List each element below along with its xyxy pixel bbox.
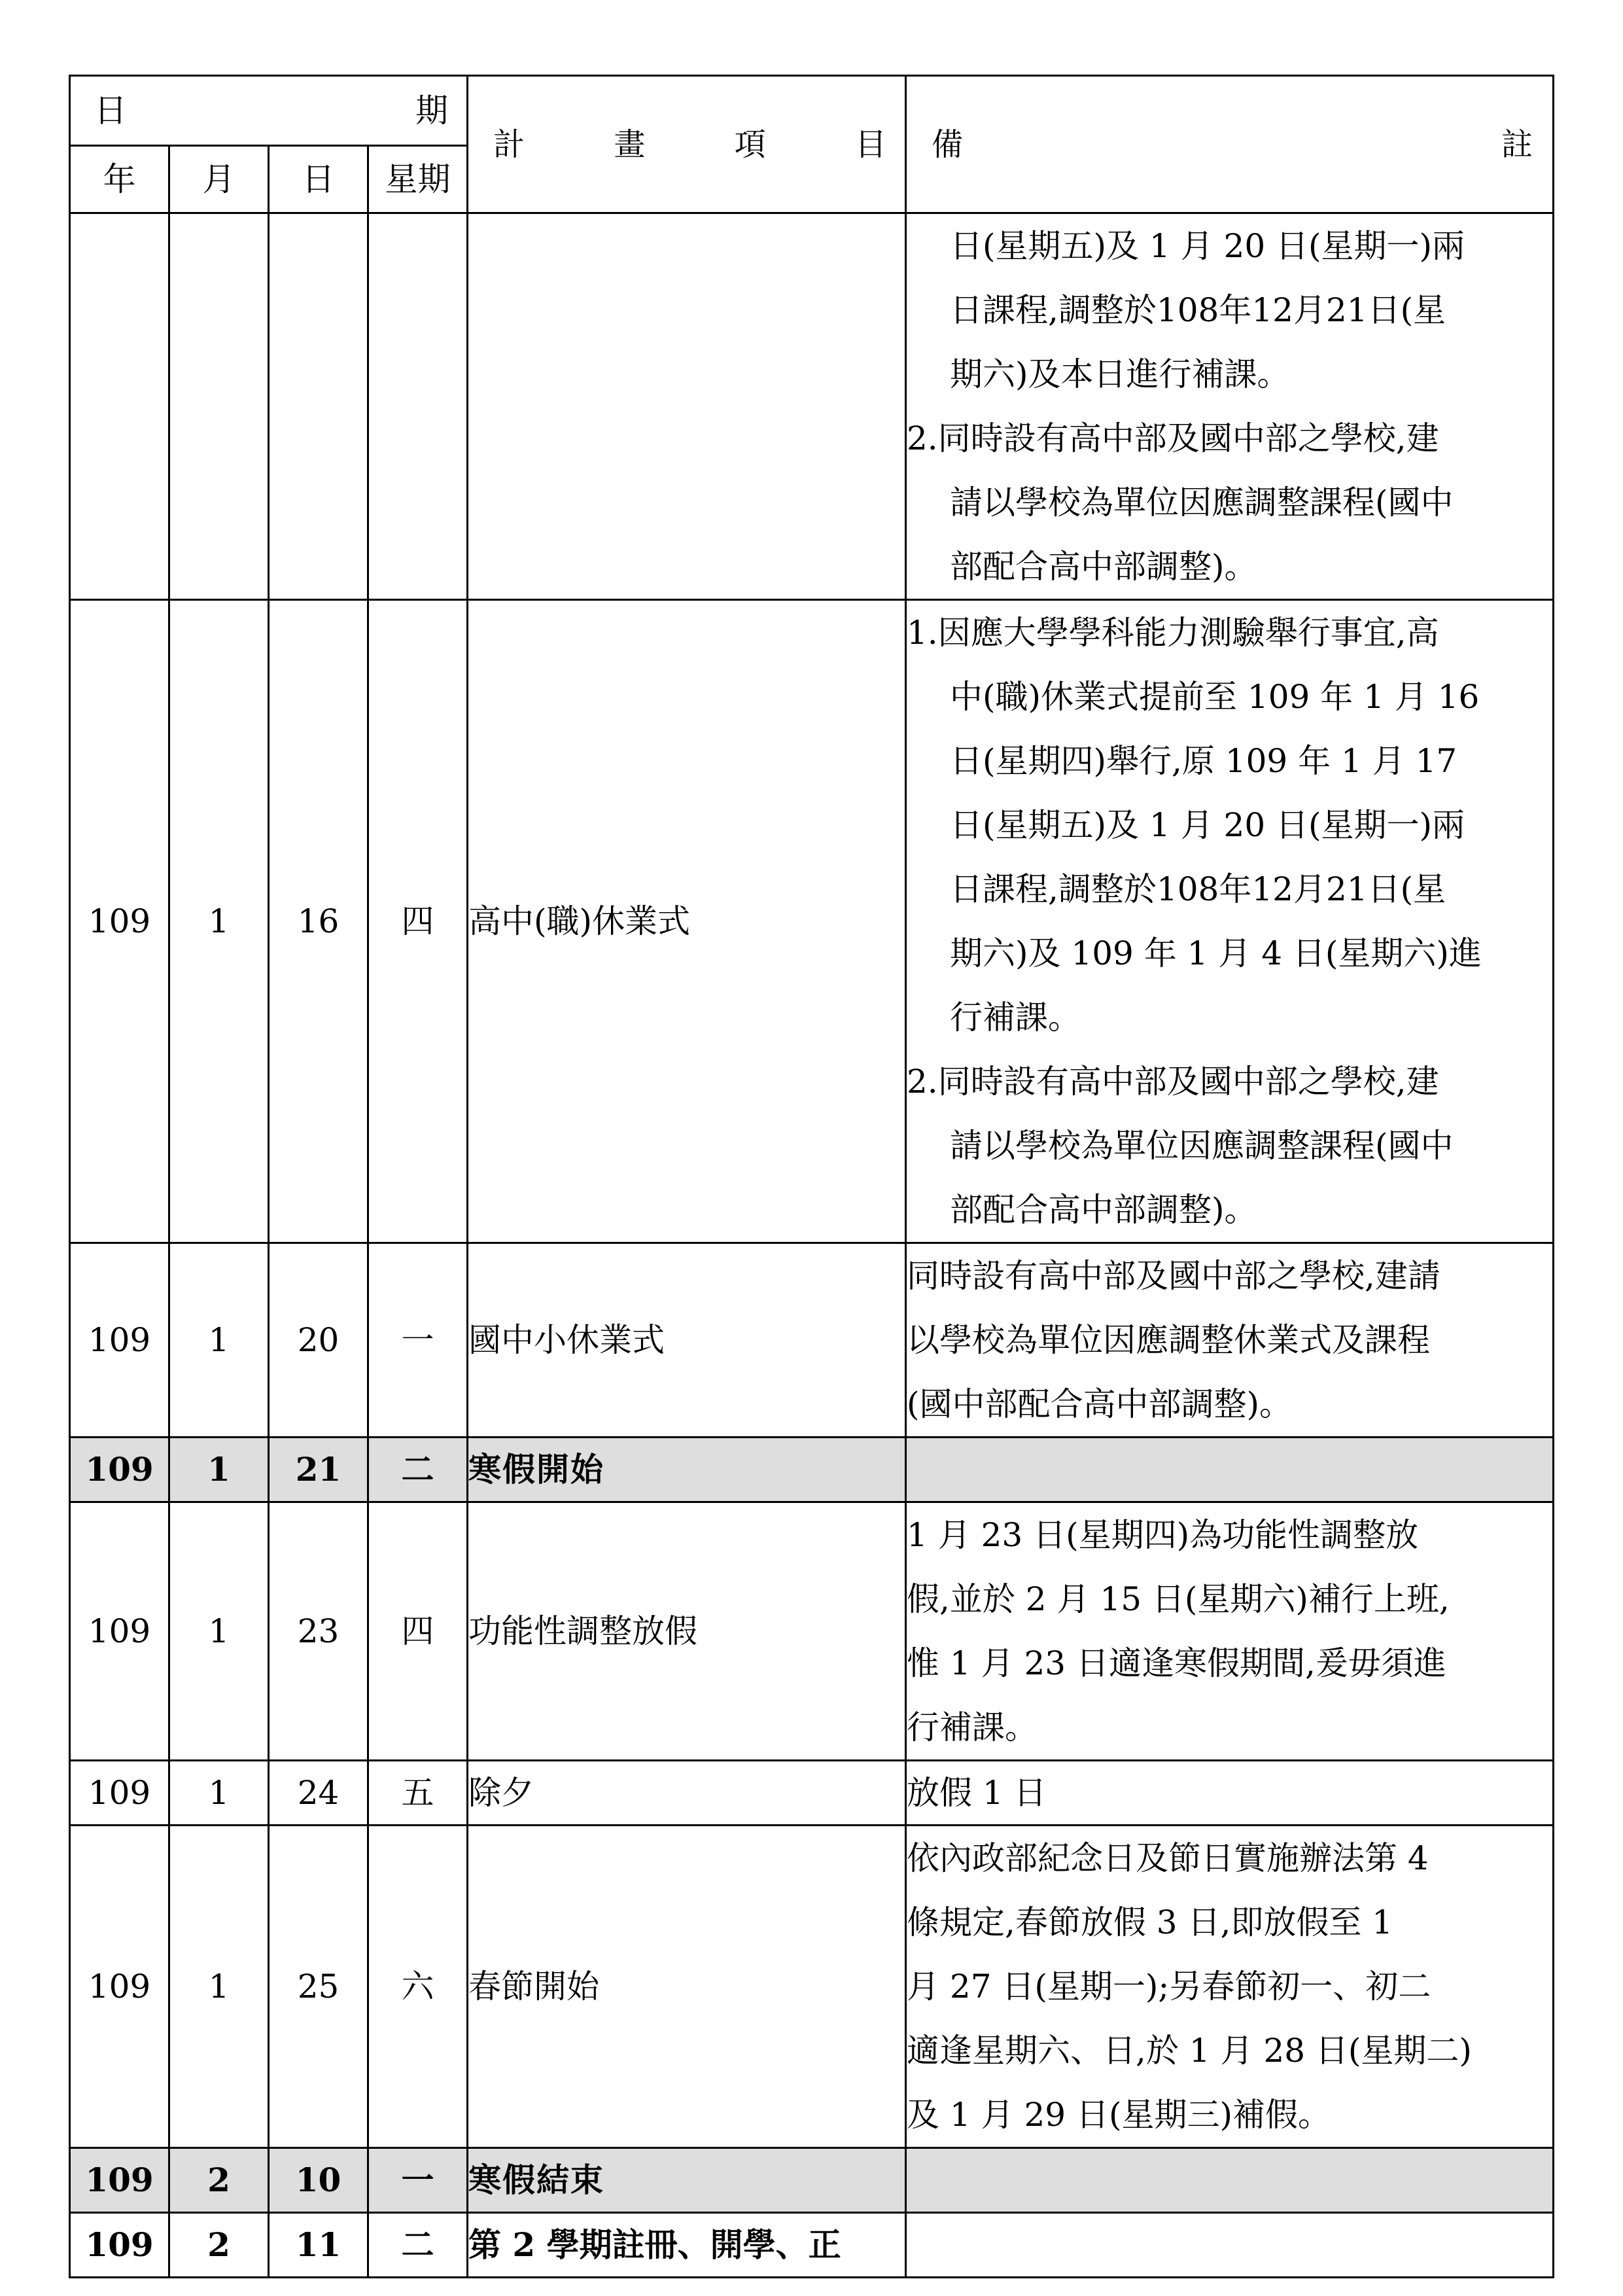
- cell-weekday: 一: [368, 2148, 468, 2213]
- cell-note: [906, 1502, 1554, 1761]
- table-row: [70, 213, 1554, 600]
- cell-plan: 春節開始: [468, 1826, 906, 2148]
- note-line: 條規定,春節放假 3 日,即放假至 1: [907, 1903, 1393, 1941]
- cell-weekday: 四: [368, 600, 468, 1243]
- note-line: 行補課。: [950, 998, 1081, 1036]
- cell-month: 1: [169, 1826, 269, 2148]
- cell-weekday: 六: [368, 1826, 468, 2148]
- cell-weekday: 一: [368, 1243, 468, 1438]
- cell-plan: 國中小休業式: [468, 1243, 906, 1438]
- plan-header-char: 計: [493, 126, 525, 163]
- cell-month: 1: [169, 1502, 269, 1761]
- table-row: [70, 600, 1554, 1243]
- note-line: 惟 1 月 23 日適逢寒假期間,爰毋須進: [907, 1644, 1446, 1682]
- plan-header: [468, 76, 906, 213]
- cell-month: 1: [169, 1761, 269, 1826]
- cell-day: [269, 213, 368, 600]
- cell-day: 20: [269, 1243, 368, 1438]
- cell-plan: 寒假開始: [468, 1438, 906, 1502]
- month-header: 月: [169, 146, 269, 213]
- table-row-highlight: [70, 2148, 1554, 2213]
- note-line: 中(職)休業式提前至 109 年 1 月 16: [950, 678, 1480, 716]
- note-line: 部配合高中部調整)。: [950, 1191, 1257, 1229]
- note-header-char: 註: [1501, 126, 1533, 163]
- cell-note: [906, 1761, 1554, 1826]
- cell-note: [906, 1438, 1554, 1502]
- cell-note: [906, 1243, 1554, 1438]
- cell-day: 10: [269, 2148, 368, 2213]
- note-line: 1.因應大學學科能力測驗舉行事宜,高: [907, 614, 1439, 652]
- cell-year: 109: [70, 1761, 169, 1826]
- cell-year: 109: [70, 2148, 169, 2213]
- note-line: 及 1 月 29 日(星期三)補假。: [907, 2096, 1331, 2134]
- cell-weekday: 二: [368, 2213, 468, 2278]
- note-line: 請以學校為單位因應調整課程(國中: [950, 1127, 1454, 1165]
- note-line: 1 月 23 日(星期四)為功能性調整放: [907, 1516, 1419, 1554]
- cell-year: [70, 213, 169, 600]
- cell-month: 1: [169, 1438, 269, 1502]
- table-row: [70, 1761, 1554, 1826]
- cell-day: 24: [269, 1761, 368, 1826]
- note-line: 期六)及 109 年 1 月 4 日(星期六)進: [950, 934, 1482, 972]
- cell-note: [906, 2213, 1554, 2278]
- cell-year: 109: [70, 1243, 169, 1438]
- cell-day: 21: [269, 1438, 368, 1502]
- table-row: [70, 1243, 1554, 1438]
- cell-weekday: [368, 213, 468, 600]
- cell-month: [169, 213, 269, 600]
- cell-year: 109: [70, 1438, 169, 1502]
- year-header: 年: [70, 146, 169, 213]
- cell-weekday: 二: [368, 1438, 468, 1502]
- cell-plan: 高中(職)休業式: [468, 600, 906, 1243]
- note-line: 2.同時設有高中部及國中部之學校,建: [907, 1063, 1439, 1101]
- cell-note: [906, 213, 1554, 600]
- note-line: 假,並於 2 月 15 日(星期六)補行上班,: [907, 1580, 1450, 1618]
- plan-header-char: 畫: [614, 126, 646, 163]
- note-line: 日(星期四)舉行,原 109 年 1 月 17: [950, 742, 1457, 780]
- note-header: [906, 76, 1554, 213]
- cell-note: [906, 600, 1554, 1243]
- cell-weekday: 四: [368, 1502, 468, 1761]
- cell-plan: 第 2 學期註冊、開學、正: [468, 2213, 906, 2278]
- note-line: 行補課。: [907, 1708, 1038, 1746]
- note-line: 請以學校為單位因應調整課程(國中: [950, 484, 1454, 521]
- note-line: 日(星期五)及 1 月 20 日(星期一)兩: [950, 227, 1465, 265]
- table-row: [70, 1502, 1554, 1761]
- note-line: 依內政部紀念日及節日實施辦法第 4: [907, 1839, 1429, 1877]
- cell-note: [906, 2148, 1554, 2213]
- cell-plan: 寒假結束: [468, 2148, 906, 2213]
- calendar-table: [69, 75, 1554, 2278]
- cell-plan: [468, 213, 906, 600]
- cell-month: 1: [169, 1243, 269, 1438]
- weekday-header: 星期: [368, 146, 468, 213]
- plan-header-char: 目: [854, 126, 886, 163]
- table-row-highlight: [70, 1438, 1554, 1502]
- date-header-right: 期: [415, 92, 448, 130]
- note-line: 2.同時設有高中部及國中部之學校,建: [907, 419, 1439, 457]
- cell-plan: 除夕: [468, 1761, 906, 1826]
- date-header-left: 日: [94, 92, 127, 130]
- note-line: 日課程,調整於108年12月21日(星: [950, 291, 1446, 329]
- cell-month: 2: [169, 2148, 269, 2213]
- header-row-1: [70, 76, 1554, 146]
- plan-header-char: 項: [734, 126, 766, 163]
- cell-day: 23: [269, 1502, 368, 1761]
- cell-month: 1: [169, 600, 269, 1243]
- note-line: (國中部配合高中部調整)。: [907, 1385, 1293, 1423]
- cell-note: [906, 1826, 1554, 2148]
- note-header-char: 備: [932, 126, 964, 163]
- cell-year: 109: [70, 1502, 169, 1761]
- cell-year: 109: [70, 600, 169, 1243]
- cell-year: 109: [70, 2213, 169, 2278]
- note-line: 適逢星期六、日,於 1 月 28 日(星期二): [907, 2032, 1472, 2070]
- cell-day: 11: [269, 2213, 368, 2278]
- cell-weekday: 五: [368, 1761, 468, 1826]
- note-line: 日課程,調整於108年12月21日(星: [950, 870, 1446, 908]
- cell-day: 25: [269, 1826, 368, 2148]
- cell-year: 109: [70, 1826, 169, 2148]
- day-header: 日: [269, 146, 368, 213]
- note-line: 期六)及本日進行補課。: [950, 355, 1290, 393]
- note-line: 月 27 日(星期一);另春節初一、初二: [907, 1968, 1431, 2005]
- note-line: 同時設有高中部及國中部之學校,建請: [907, 1257, 1440, 1295]
- cell-month: 2: [169, 2213, 269, 2278]
- note-line: 日(星期五)及 1 月 20 日(星期一)兩: [950, 806, 1465, 844]
- note-line: 放假 1 日: [907, 1774, 1047, 1812]
- cell-plan: 功能性調整放假: [468, 1502, 906, 1761]
- note-line: 部配合高中部調整)。: [950, 548, 1257, 586]
- note-line: 以學校為單位因應調整休業式及課程: [907, 1321, 1430, 1359]
- cell-day: 16: [269, 600, 368, 1243]
- table-row: [70, 2213, 1554, 2278]
- date-header: [70, 76, 468, 146]
- table-row: [70, 1826, 1554, 2148]
